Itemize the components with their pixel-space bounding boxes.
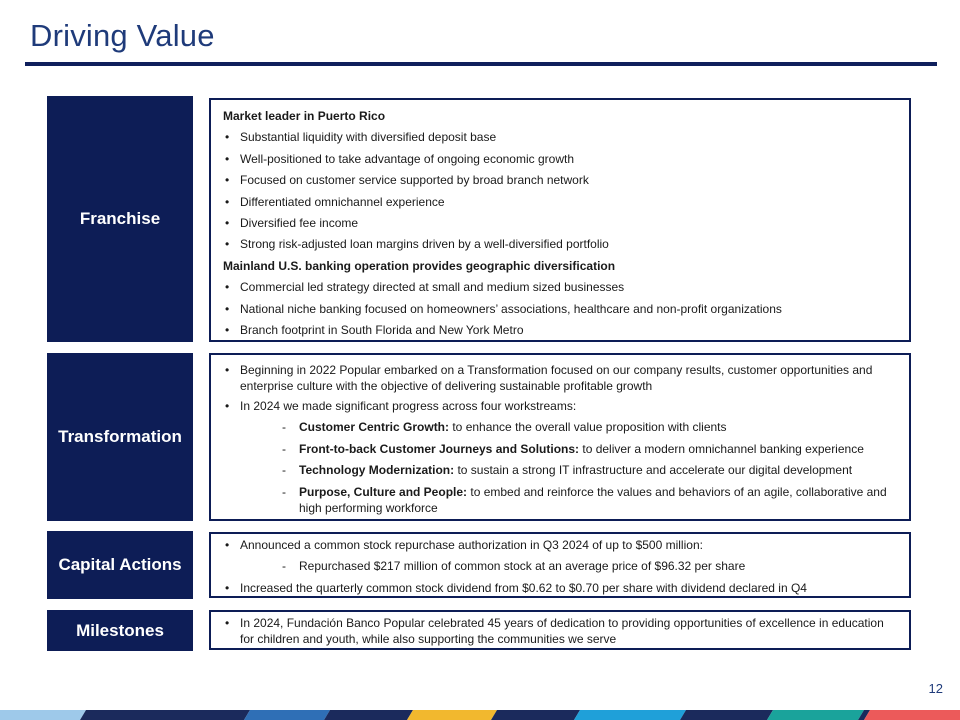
workstream-text: to sustain a strong IT infrastructure and accelerate our digital development bbox=[454, 463, 853, 478]
workstream-text: to embed and reinforce the values and behaviors of an agile, collaborative and high performing workforce bbox=[299, 484, 887, 515]
transformation-content bbox=[209, 353, 911, 521]
list-item: • In 2024 we made significant progress across four workstreams: bbox=[223, 396, 899, 417]
franchise-heading-mainland: Mainland U.S. banking operation provides geographic diversification bbox=[223, 258, 616, 273]
workstream-text: to deliver a modern omnichannel banking experience bbox=[579, 441, 864, 456]
footer-band-segment bbox=[574, 710, 686, 720]
footer-band-segment bbox=[324, 710, 413, 720]
capital-actions-content bbox=[209, 532, 911, 598]
list-item: • Well-positioned to take advantage of ongoing economic growth bbox=[223, 149, 899, 170]
workstream-name: Front-to-back Customer Journeys and Solutions: bbox=[299, 441, 580, 456]
list-item: • Increased the quarterly common stock dividend from $0.62 to $0.70 per share with dividend declared in Q4 bbox=[223, 578, 899, 599]
capital-actions-label: Capital Actions bbox=[47, 531, 193, 599]
page-title: Driving Value bbox=[30, 18, 215, 53]
page-number: 12 bbox=[928, 681, 943, 696]
list-item: • Differentiated omnichannel experience bbox=[223, 192, 899, 213]
list-item: • Commercial led strategy directed at small and medium sized businesses bbox=[223, 277, 899, 298]
footer-band-segment bbox=[407, 710, 497, 720]
workstream-name: Customer Centric Growth: bbox=[299, 420, 450, 435]
list-item: • Strong risk-adjusted loan margins driven by a well-diversified portfolio bbox=[223, 234, 899, 255]
franchise-heading-puerto-rico: Market leader in Puerto Rico bbox=[223, 109, 386, 123]
list-item: • Focused on customer service supported by broad branch network bbox=[223, 170, 899, 191]
milestones-content bbox=[209, 610, 911, 650]
footer-band-segment bbox=[767, 710, 864, 720]
transformation-label: Transformation bbox=[47, 353, 193, 521]
workstream-item bbox=[223, 417, 899, 438]
workstream-item bbox=[223, 439, 899, 460]
title-divider bbox=[25, 62, 937, 66]
footer-color-band bbox=[0, 710, 960, 720]
footer-band-segment bbox=[864, 710, 960, 720]
milestones-label: Milestones bbox=[47, 610, 193, 651]
workstream-item bbox=[223, 460, 899, 481]
workstream-name: Technology Modernization: bbox=[299, 463, 455, 478]
workstream-name: Purpose, Culture and People: bbox=[299, 484, 468, 499]
list-item: • Announced a common stock repurchase authorization in Q3 2024 of up to $500 million: bbox=[223, 535, 899, 556]
list-item: • National niche banking focused on homeowners’ associations, healthcare and non-profit organizations bbox=[223, 299, 899, 320]
sub-list-item: - Repurchased $217 million of common stock at an average price of $96.32 per share bbox=[223, 556, 899, 577]
workstream-text: to enhance the overall value proposition with clients bbox=[449, 420, 727, 435]
list-item: • Beginning in 2022 Popular embarked on a Transformation focused on our company results, customer opportunities and enterprise culture with the objective of delivering sustainable profitable growth bbox=[223, 362, 899, 394]
footer-band-segment bbox=[0, 710, 86, 720]
list-item: • Branch footprint in South Florida and New York Metro bbox=[223, 320, 899, 341]
footer-band-segment bbox=[680, 710, 773, 720]
workstream-item bbox=[223, 484, 899, 516]
footer-band-segment bbox=[80, 710, 250, 720]
list-item: • Substantial liquidity with diversified deposit base bbox=[223, 127, 899, 148]
list-item: • Diversified fee income bbox=[223, 213, 899, 234]
footer-band-segment bbox=[244, 710, 330, 720]
list-item: • In 2024, Fundación Banco Popular celebrated 45 years of dedication to providing opportunities of excellence in education for children and youth, while also supporting the communities we serve bbox=[223, 615, 899, 647]
franchise-label: Franchise bbox=[47, 96, 193, 342]
footer-band-segment bbox=[491, 710, 580, 720]
franchise-content bbox=[209, 98, 911, 342]
